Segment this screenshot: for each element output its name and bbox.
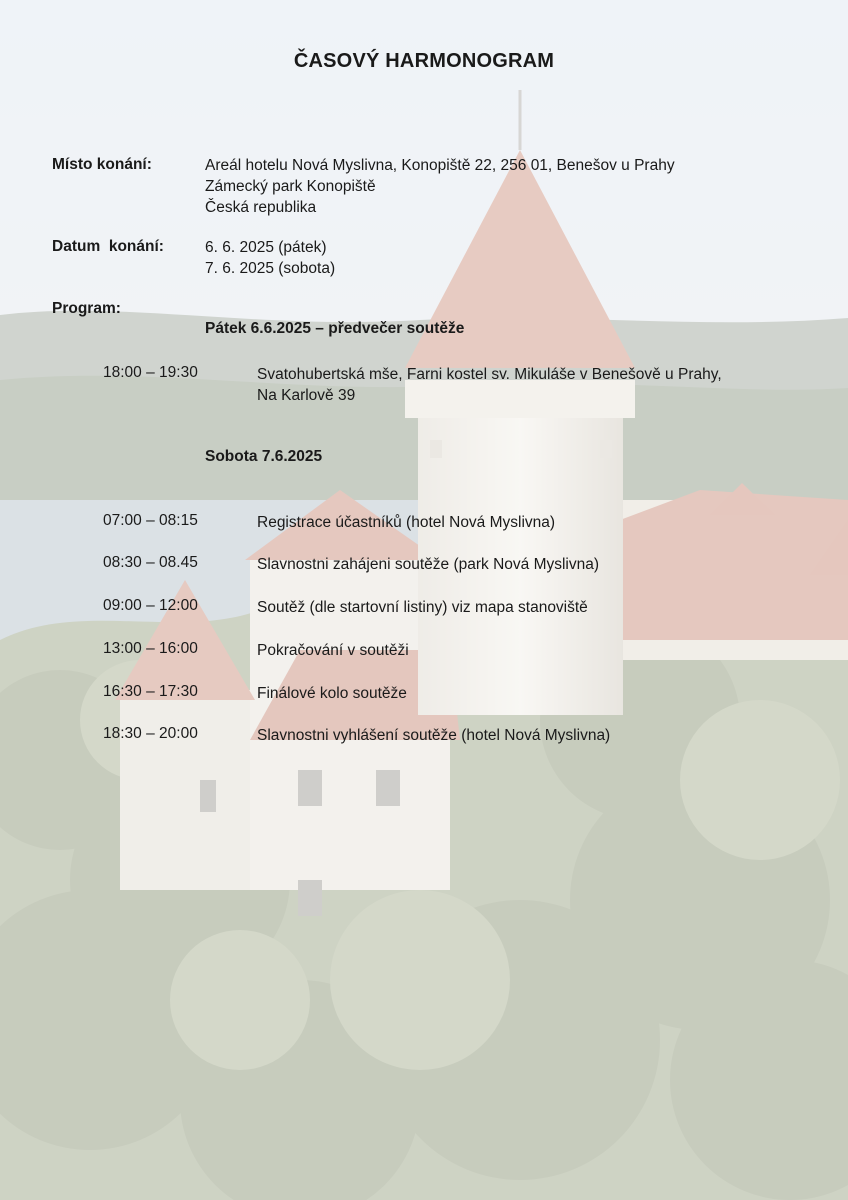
schedule-time: 07:00 – 08:15 — [103, 512, 198, 529]
schedule-description: Slavnostni zahájeni soutěže (park Nová Myslivna) — [257, 556, 600, 573]
description-line: Svatohubertská mše, Farni kostel sv. Mikuláše v Benešově u Prahy, — [257, 366, 722, 383]
schedule-time: 18:00 – 19:30 — [103, 364, 198, 381]
schedule-row — [0, 364, 848, 404]
day-heading-saturday: Sobota 7.6.2025 — [205, 448, 323, 465]
schedule-description: Slavnostni vyhlášení soutěže (hotel Nová Myslivna) — [257, 727, 611, 744]
schedule-description: Soutěž (dle startovní listiny) viz mapa stanoviště — [257, 599, 588, 616]
schedule-description: Registrace účastníků (hotel Nová Myslivna) — [257, 514, 556, 531]
schedule-description: Pokračování v soutěži — [257, 642, 409, 659]
schedule-time: 13:00 – 16:00 — [103, 640, 198, 657]
venue-line: Zámecký park Konopiště — [205, 178, 376, 195]
schedule-time: 09:00 – 12:00 — [103, 597, 198, 614]
schedule-row — [0, 554, 848, 576]
schedule-row — [0, 725, 848, 747]
schedule-description: Finálové kolo soutěže — [257, 685, 407, 702]
venue-line: Česká republika — [205, 199, 317, 216]
dates-label: Datum konání: — [52, 238, 164, 255]
page-title: ČASOVÝ HARMONOGRAM — [293, 50, 555, 72]
venue-address — [205, 155, 675, 218]
schedule-row — [0, 597, 848, 619]
description-line: Na Karlově 39 — [257, 387, 356, 404]
date-line: 6. 6. 2025 (pátek) — [205, 239, 327, 256]
venue-line: Areál hotelu Nová Myslivna, Konopiště 22, 256 01, Benešov u Prahy — [205, 157, 675, 174]
schedule-time: 16:30 – 17:30 — [103, 683, 198, 700]
schedule-row — [0, 512, 848, 534]
venue-label: Místo konání: — [52, 156, 152, 173]
date-line: 7. 6. 2025 (sobota) — [205, 260, 336, 277]
day-heading-friday: Pátek 6.6.2025 – předvečer soutěže — [205, 320, 465, 337]
schedule-row — [0, 683, 848, 705]
event-dates — [205, 237, 335, 279]
schedule-time: 18:30 – 20:00 — [103, 725, 198, 742]
schedule-description — [257, 364, 797, 406]
schedule-time: 08:30 – 08.45 — [103, 554, 198, 571]
schedule-row — [0, 640, 848, 662]
program-label: Program: — [52, 300, 121, 317]
